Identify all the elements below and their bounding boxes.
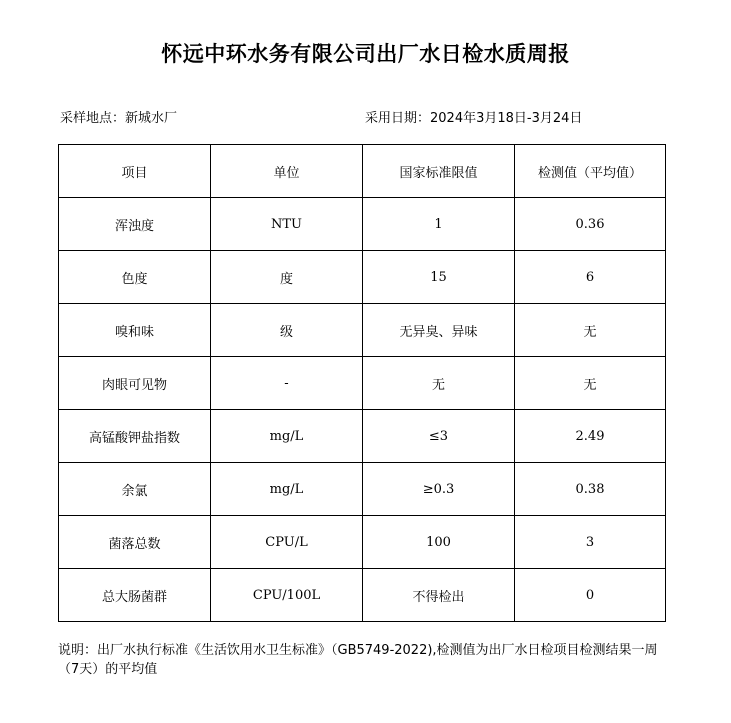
cell-measured-value: 0.36 xyxy=(515,198,666,251)
report-title: 怀远中环水务有限公司出厂水日检水质周报 xyxy=(161,42,570,66)
header-standard-limit: 国家标准限值 xyxy=(363,145,515,198)
table-row xyxy=(59,251,666,304)
cell-standard-limit: ≤3 xyxy=(363,410,515,463)
sampling-site: 采样地点：新城水厂 xyxy=(60,111,178,126)
table-row xyxy=(59,198,666,251)
cell-item: 高锰酸钾盐指数 xyxy=(59,410,211,463)
table-row xyxy=(59,569,666,622)
header-unit: 单位 xyxy=(211,145,363,198)
table-row xyxy=(59,516,666,569)
cell-measured-value: 0 xyxy=(515,569,666,622)
cell-unit: NTU xyxy=(211,198,363,251)
table-header-row xyxy=(59,145,666,198)
footnote: 说明：出厂水执行标准《生活饮用水卫生标准》（GB5749-2022),检测值为出厂水日检项目检测结果一周（7天）的平均值 xyxy=(58,643,658,677)
cell-measured-value: 2.49 xyxy=(515,410,666,463)
cell-unit: 度 xyxy=(211,251,363,304)
cell-unit: - xyxy=(211,357,363,410)
cell-unit: mg/L xyxy=(211,463,363,516)
cell-item: 嗅和味 xyxy=(59,304,211,357)
cell-standard-limit: 100 xyxy=(363,516,515,569)
table-row xyxy=(59,410,666,463)
cell-measured-value: 无 xyxy=(515,304,666,357)
cell-measured-value: 3 xyxy=(515,516,666,569)
header-item: 项目 xyxy=(59,145,211,198)
sampling-date: 采用日期：2024年3月18日-3月24日 xyxy=(365,111,583,126)
table-row xyxy=(59,304,666,357)
cell-item: 余氯 xyxy=(59,463,211,516)
cell-unit: CPU/L xyxy=(211,516,363,569)
cell-measured-value: 0.38 xyxy=(515,463,666,516)
cell-measured-value: 无 xyxy=(515,357,666,410)
cell-item: 浑浊度 xyxy=(59,198,211,251)
cell-item: 色度 xyxy=(59,251,211,304)
cell-standard-limit: 1 xyxy=(363,198,515,251)
cell-measured-value: 6 xyxy=(515,251,666,304)
header-measured-value: 检测值（平均值） xyxy=(515,145,666,198)
cell-standard-limit: ≥0.3 xyxy=(363,463,515,516)
cell-item: 总大肠菌群 xyxy=(59,569,211,622)
cell-unit: CPU/100L xyxy=(211,569,363,622)
cell-standard-limit: 不得检出 xyxy=(363,569,515,622)
cell-item: 肉眼可见物 xyxy=(59,357,211,410)
cell-unit: 级 xyxy=(211,304,363,357)
cell-standard-limit: 无 xyxy=(363,357,515,410)
table-row xyxy=(59,357,666,410)
cell-unit: mg/L xyxy=(211,410,363,463)
table-row xyxy=(59,463,666,516)
water-quality-table xyxy=(58,144,666,622)
cell-standard-limit: 15 xyxy=(363,251,515,304)
cell-standard-limit: 无异臭、异味 xyxy=(363,304,515,357)
cell-item: 菌落总数 xyxy=(59,516,211,569)
